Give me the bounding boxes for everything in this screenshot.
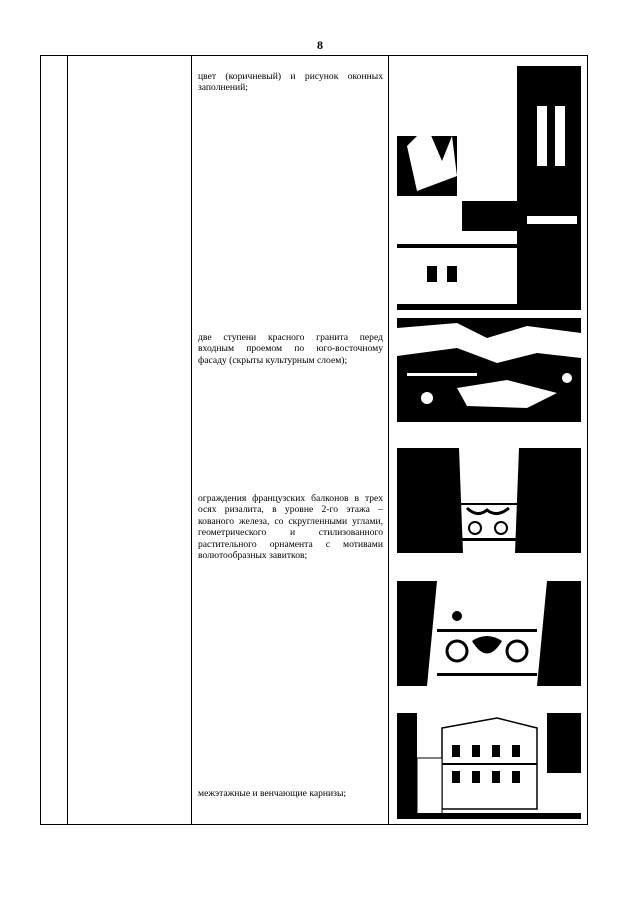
feature-description: ограждения французских балконов в трех осях ризалита, в уровне 2-го этажа – кованого железа, со скругленными углами, геометрического и стилизованного растительного орнамента с мотивами волютообразных завитков; bbox=[198, 493, 383, 562]
column-divider bbox=[191, 56, 192, 824]
balcony-railing-closeup-photo bbox=[397, 581, 581, 686]
feature-description: две ступени красного гранита перед входным проемом по юго-восточному фасаду (скрыты культурным слоем); bbox=[198, 332, 383, 366]
granite-steps-photo bbox=[397, 318, 581, 422]
building-facade-photo bbox=[397, 713, 581, 819]
feature-description: межэтажные и венчающие карнизы; bbox=[198, 788, 347, 799]
building-corner-photo bbox=[397, 66, 581, 310]
feature-description: цвет (коричневый) и рисунок оконных заполнений; bbox=[198, 71, 383, 94]
balcony-railing-photo bbox=[397, 448, 581, 553]
page-number: 8 bbox=[317, 38, 323, 52]
column-divider bbox=[67, 56, 68, 824]
monument-features-table bbox=[40, 55, 588, 825]
column-divider bbox=[388, 56, 389, 824]
